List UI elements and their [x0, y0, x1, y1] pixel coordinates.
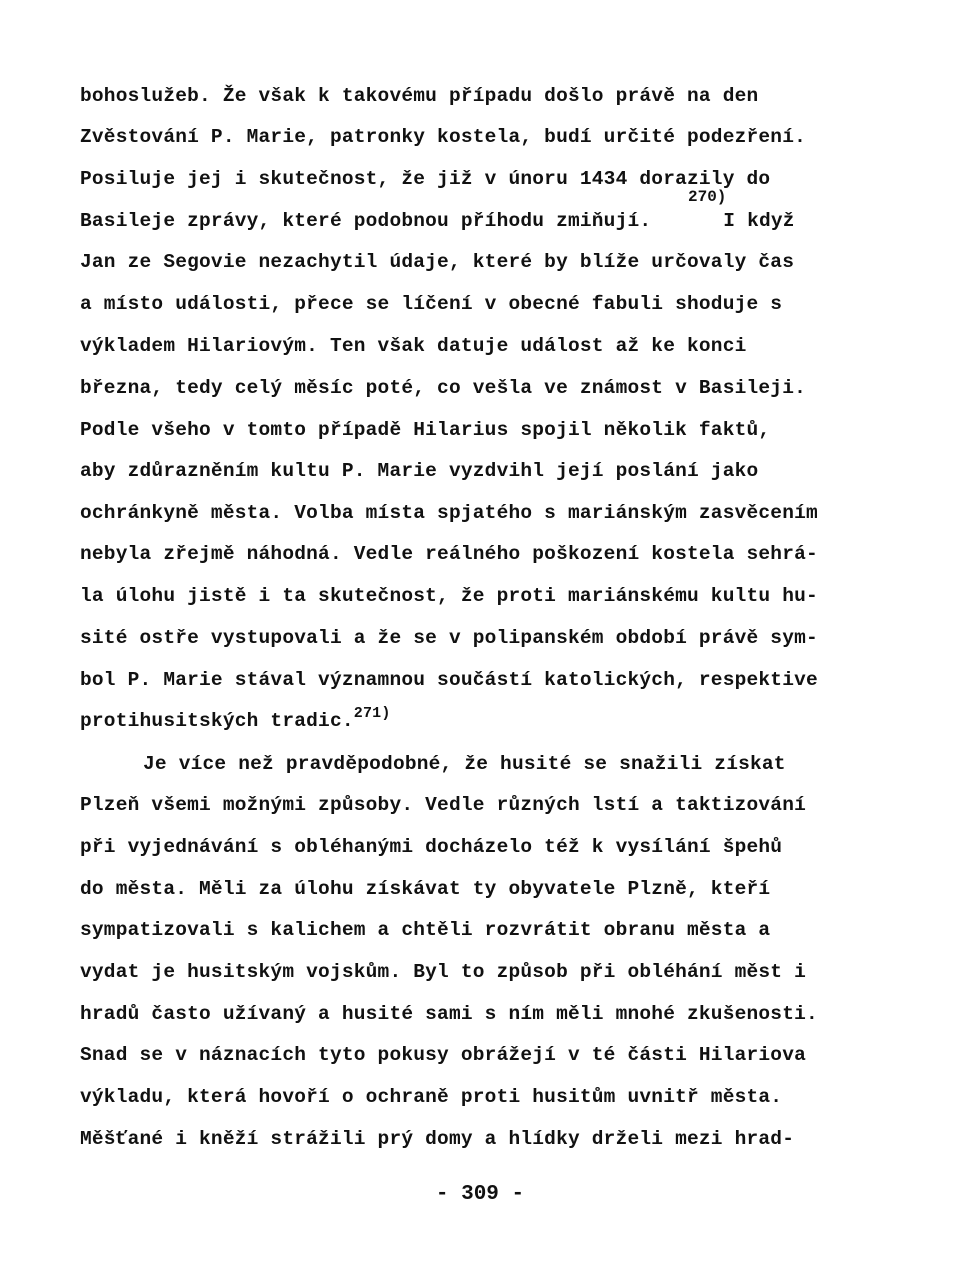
text-line	[80, 705, 391, 734]
text-line: vydat je husitským vojskům. Byl to způsob při obléhání měst i	[80, 961, 807, 983]
text-line: sité ostře vystupovali a že se v polipanském období právě sym-	[80, 627, 818, 649]
text-line: Měšťané i kněží strážili prý domy a hlídky drželi mezi hrad-	[80, 1128, 795, 1150]
text-line-part: Basileje zprávy, které podobnou příhodu zmiňují.	[80, 210, 652, 232]
text-line: sympatizovali s kalichem a chtěli rozvrátit obranu města a	[80, 919, 771, 941]
text-line: bohoslužeb. Že však k takovému případu došlo právě na den	[80, 85, 759, 107]
text-line: při vyjednávání s obléhanými docházelo též k vysílání špehů	[80, 836, 783, 858]
text-line: výkladu, která hovoří o ochraně proti husitům uvnitř města.	[80, 1086, 783, 1108]
text-line: nebyla zřejmě náhodná. Vedle reálného poškození kostela sehrá-	[80, 543, 818, 565]
text-line: hradů často užívaný a husité sami s ním měli mnohé zkušenosti.	[80, 1003, 818, 1025]
text-line: Podle všeho v tomto případě Hilarius spojil několik faktů,	[80, 419, 771, 441]
text-line: Snad se v náznacích tyto pokusy obrážejí v té části Hilariova	[80, 1044, 807, 1066]
text-line: aby zdůrazněním kultu P. Marie vyzdvihl její poslání jako	[80, 460, 759, 482]
text-line-part: protihusitských tradic.	[80, 710, 354, 732]
footnote-ref-270: 270)	[688, 188, 727, 206]
text-line	[80, 208, 795, 234]
text-line: Plzeň všemi možnými způsoby. Vedle různých lstí a taktizování	[80, 794, 807, 816]
text-line: a místo události, přece se líčení v obecné fabuli shoduje s	[80, 293, 783, 315]
text-line: la úlohu jistě i ta skutečnost, že proti mariánskému kultu hu-	[80, 585, 818, 607]
text-line: výkladem Hilariovým. Ten však datuje událost až ke konci	[80, 335, 747, 357]
text-line: Posiluje jej i skutečnost, že již v únoru 1434 dorazily do	[80, 168, 771, 190]
text-line: bol P. Marie stával významnou součástí katolických, respektive	[80, 669, 818, 691]
footnote-ref-271: 271)	[353, 705, 391, 722]
text-line: ochránkyně města. Volba místa spjatého s mariánským zasvěcením	[80, 502, 818, 524]
text-line-part: I když	[723, 210, 795, 232]
text-line: do města. Měli za úlohu získávat ty obyvatele Plzně, kteří	[80, 878, 771, 900]
text-line: Zvěstování P. Marie, patronky kostela, budí určité podezření.	[80, 126, 807, 148]
text-line: Jan ze Segovie nezachytil údaje, které by blíže určovaly čas	[80, 251, 795, 273]
paragraph-first-line: Je více než pravděpodobné, že husité se snažili získat	[143, 753, 786, 775]
page-number: - 309 -	[435, 1183, 525, 1206]
text-line: března, tedy celý měsíc poté, co vešla ve známost v Basileji.	[80, 377, 807, 399]
